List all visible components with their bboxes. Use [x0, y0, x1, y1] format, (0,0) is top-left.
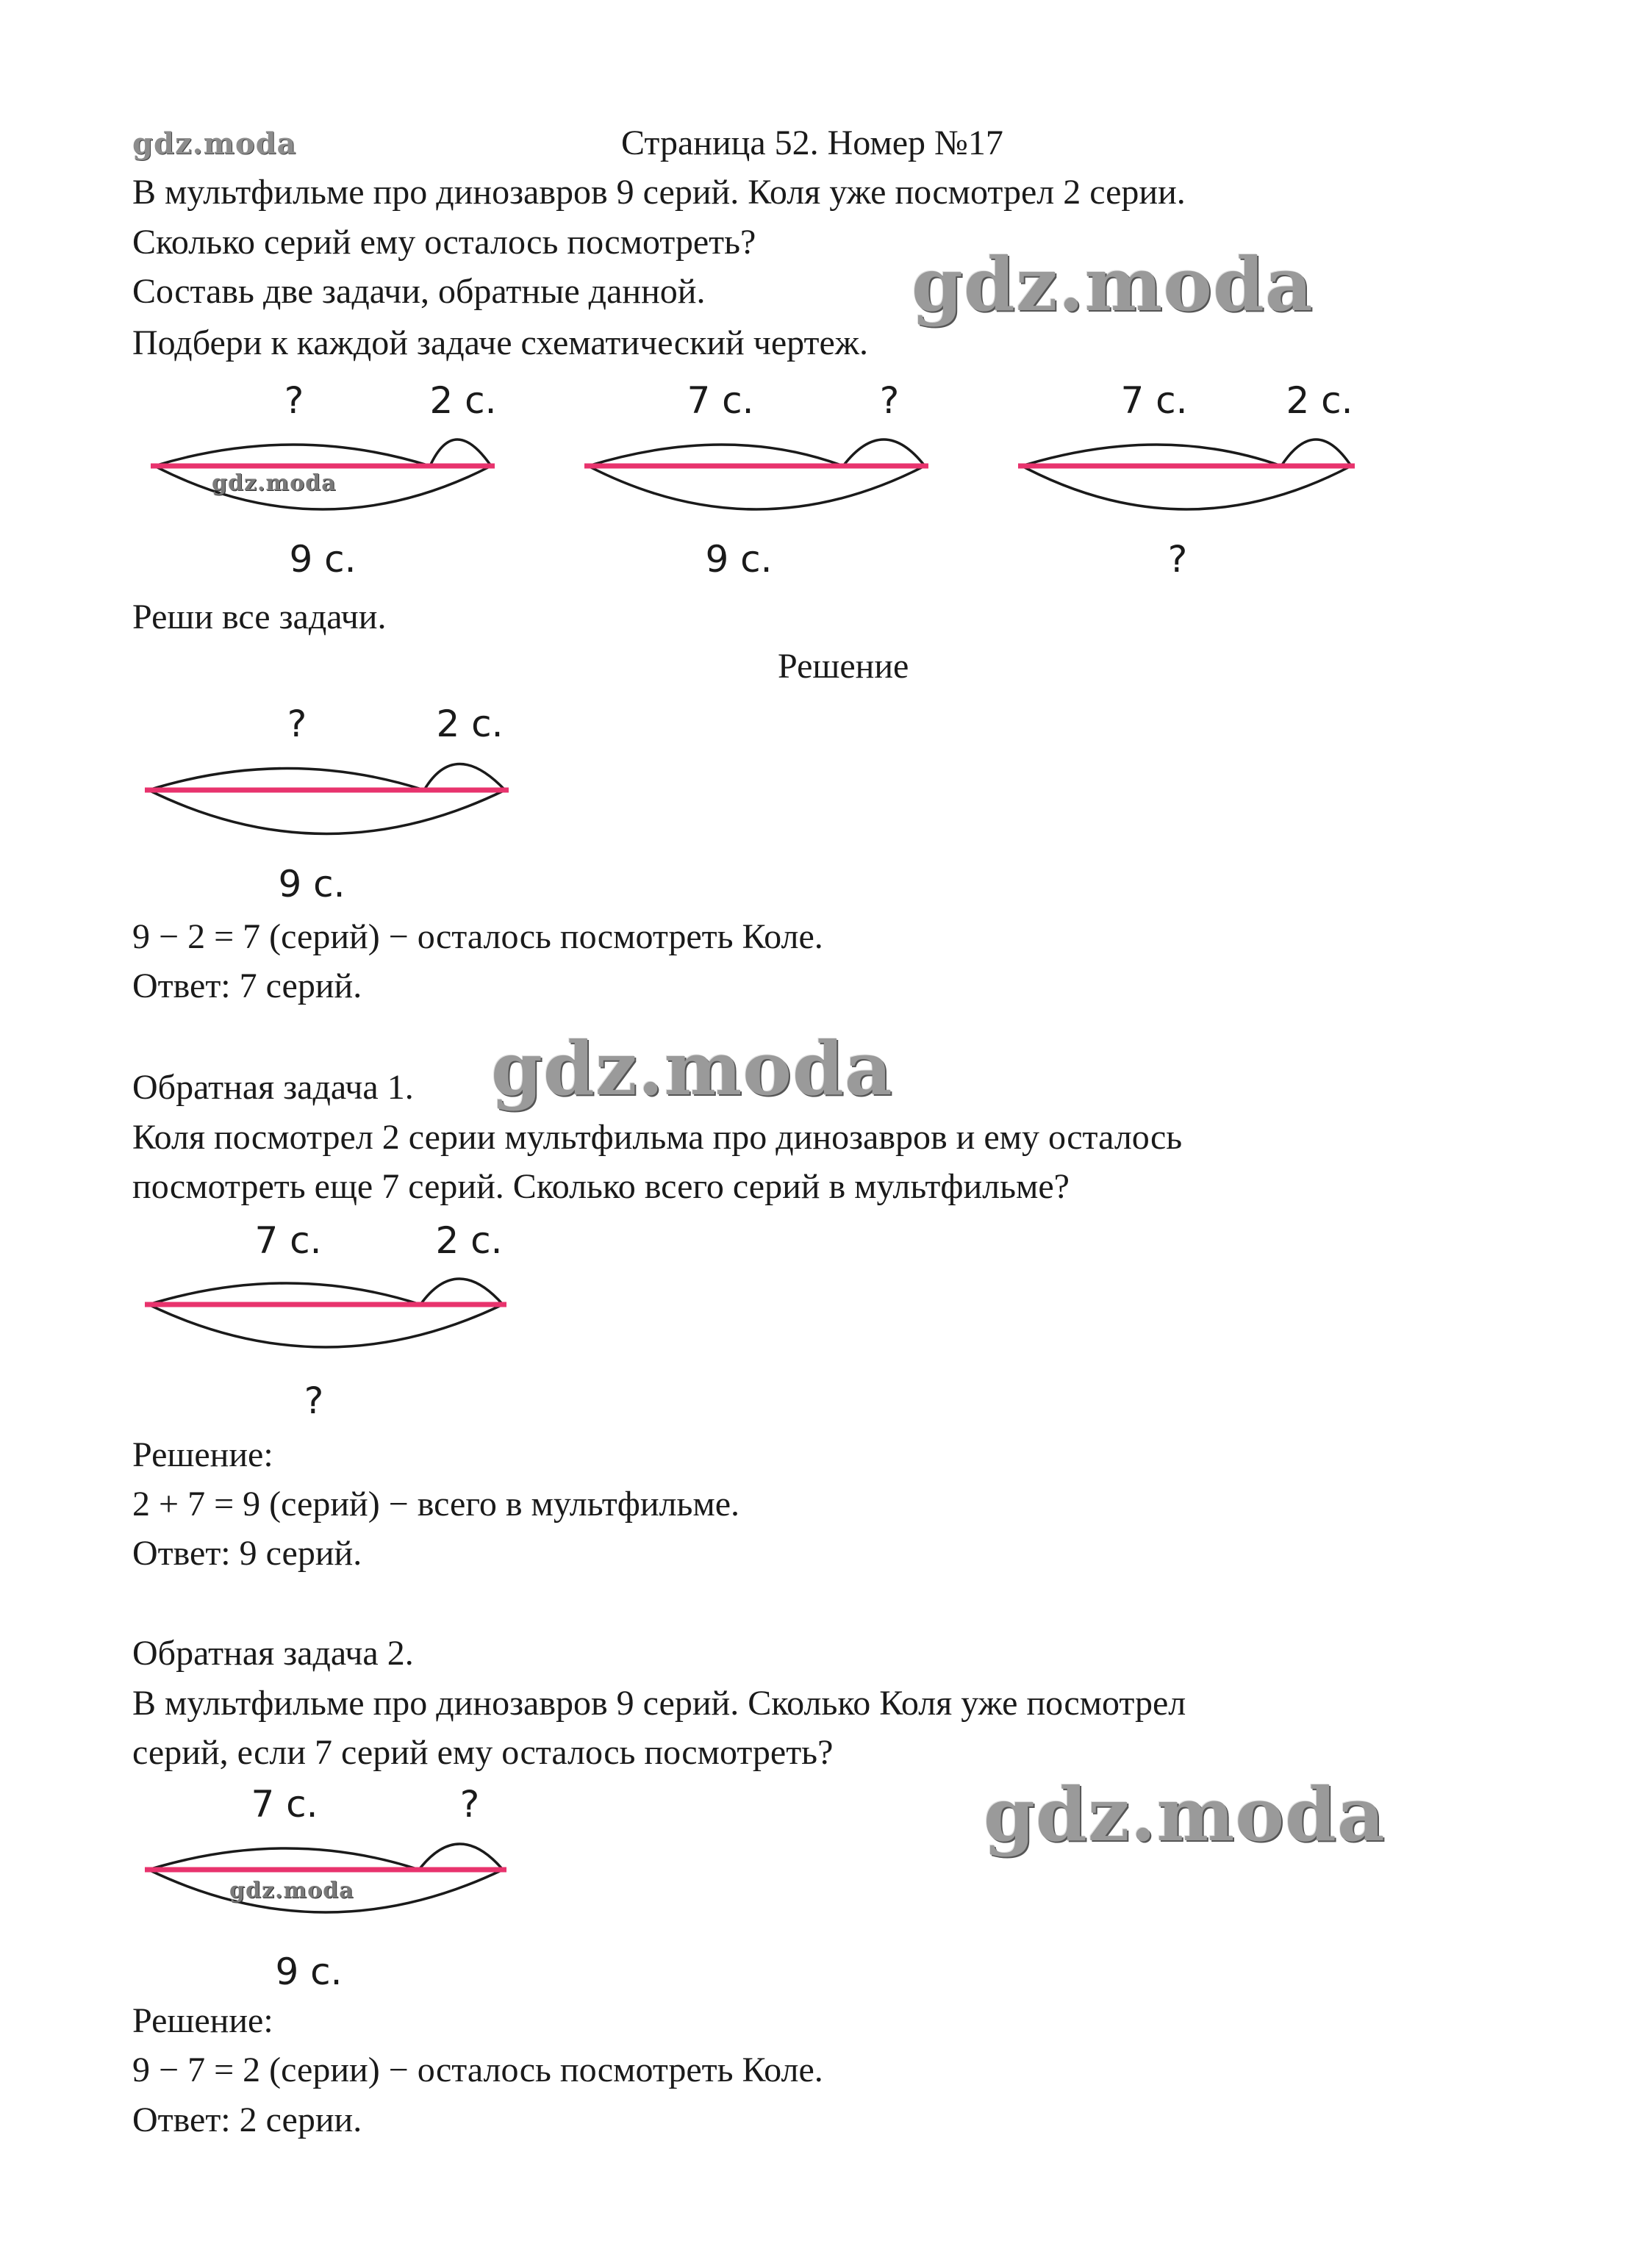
scheme-arc-small	[843, 439, 925, 466]
scheme-arc-bottom	[588, 466, 925, 509]
scheme-arc-bottom	[1022, 466, 1351, 509]
scheme-arc-bottom	[148, 1305, 503, 1347]
watermark-logo: gdz.moda	[212, 470, 337, 496]
solution-heading: Решение	[778, 647, 909, 686]
scheme-label-top-left: ?	[287, 703, 307, 745]
scheme-arc-top	[588, 445, 843, 466]
watermark-logo: gdz.moda	[132, 126, 297, 161]
task-line-2: Сколько серий ему осталось посмотреть?	[132, 223, 756, 262]
inverse2-line-2: серий, если 7 серий ему осталось посмотреть?	[132, 1733, 834, 1772]
scheme-arc-small	[420, 1279, 503, 1305]
scheme-label-top-right: ?	[879, 379, 900, 422]
scheme-3	[1014, 375, 1375, 588]
scheme-arc-top	[154, 445, 430, 466]
watermark-logo: gdz.moda	[984, 1771, 1386, 1858]
main-equation: 9 − 2 = 7 (серий) − осталось посмотреть Коле.	[132, 917, 823, 956]
scheme-label-top-right: ?	[459, 1783, 480, 1826]
inverse2-answer: Ответ: 2 серии.	[132, 2100, 362, 2139]
inverse1-equation: 2 + 7 = 9 (серий) − всего в мультфильме.	[132, 1485, 740, 1524]
inverse2-line-1: В мультфильме про динозавров 9 серий. Сколько Коля уже посмотрел	[132, 1684, 1186, 1723]
scheme-label-top-left: 7 с.	[254, 1219, 322, 1262]
scheme-arc-small	[430, 439, 491, 466]
main-answer: Ответ: 7 серий.	[132, 966, 362, 1005]
scheme-label-top-left: 7 с.	[687, 379, 754, 422]
task-line-4: Подбери к каждой задаче схематический чертеж.	[132, 323, 868, 362]
inverse1-scheme	[141, 1216, 523, 1429]
scheme-arc-small	[419, 1844, 503, 1870]
scheme-label-bottom: ?	[1167, 538, 1188, 581]
inverse2-title: Обратная задача 2.	[132, 1634, 414, 1673]
scheme-label-top-right: 2 с.	[429, 379, 497, 422]
scheme-arc-bottom	[148, 790, 505, 834]
inverse2-solution-label: Решение:	[132, 2001, 273, 2040]
scheme-arc-top	[148, 1283, 420, 1305]
inverse2-equation: 9 − 7 = 2 (серии) − осталось посмотреть Коле.	[132, 2050, 823, 2089]
main-solution-scheme	[141, 698, 523, 911]
inverse1-answer: Ответ: 9 серий.	[132, 1534, 362, 1573]
scheme-arc-small	[1281, 439, 1351, 466]
scheme-label-top-left: ?	[284, 379, 304, 422]
page-title: Страница 52. Номер №17	[621, 123, 1003, 162]
scheme-arc-top	[148, 769, 424, 791]
watermark-logo: gdz.moda	[491, 1025, 893, 1112]
scheme-label-bottom: 9 с.	[705, 538, 773, 581]
watermark-logo: gdz.moda	[229, 1878, 354, 1903]
scheme-label-top-left: 7 с.	[1120, 379, 1188, 422]
scheme-arc-top	[148, 1848, 419, 1870]
inverse1-line-1: Коля посмотрел 2 серии мультфильма про динозавров и ему осталось	[132, 1118, 1183, 1157]
scheme-arc-top	[1022, 445, 1281, 466]
scheme-arc-small	[424, 764, 505, 791]
scheme-label-bottom: 9 с.	[278, 863, 345, 905]
task-line-3: Составь две задачи, обратные данной.	[132, 272, 706, 311]
scheme-label-bottom: 9 с.	[275, 1951, 343, 1993]
scheme-label-bottom: 9 с.	[289, 538, 357, 581]
scheme-label-top-right: 2 с.	[1286, 379, 1353, 422]
inverse1-line-2: посмотреть еще 7 серий. Сколько всего серий в мультфильме?	[132, 1167, 1070, 1206]
scheme-label-bottom: ?	[304, 1379, 324, 1422]
scheme-2	[581, 375, 941, 588]
inverse1-title: Обратная задача 1.	[132, 1068, 414, 1107]
scheme-label-top-right: 2 с.	[435, 1219, 503, 1262]
scheme-label-top-left: 7 с.	[251, 1783, 318, 1826]
task-line-1: В мультфильме про динозавров 9 серий. Коля уже посмотрел 2 серии.	[132, 173, 1186, 212]
scheme-label-top-right: 2 с.	[436, 703, 504, 745]
inverse1-solution-label: Решение:	[132, 1435, 273, 1474]
watermark-logo: gdz.moda	[912, 241, 1314, 328]
solve-all: Реши все задачи.	[132, 597, 387, 636]
